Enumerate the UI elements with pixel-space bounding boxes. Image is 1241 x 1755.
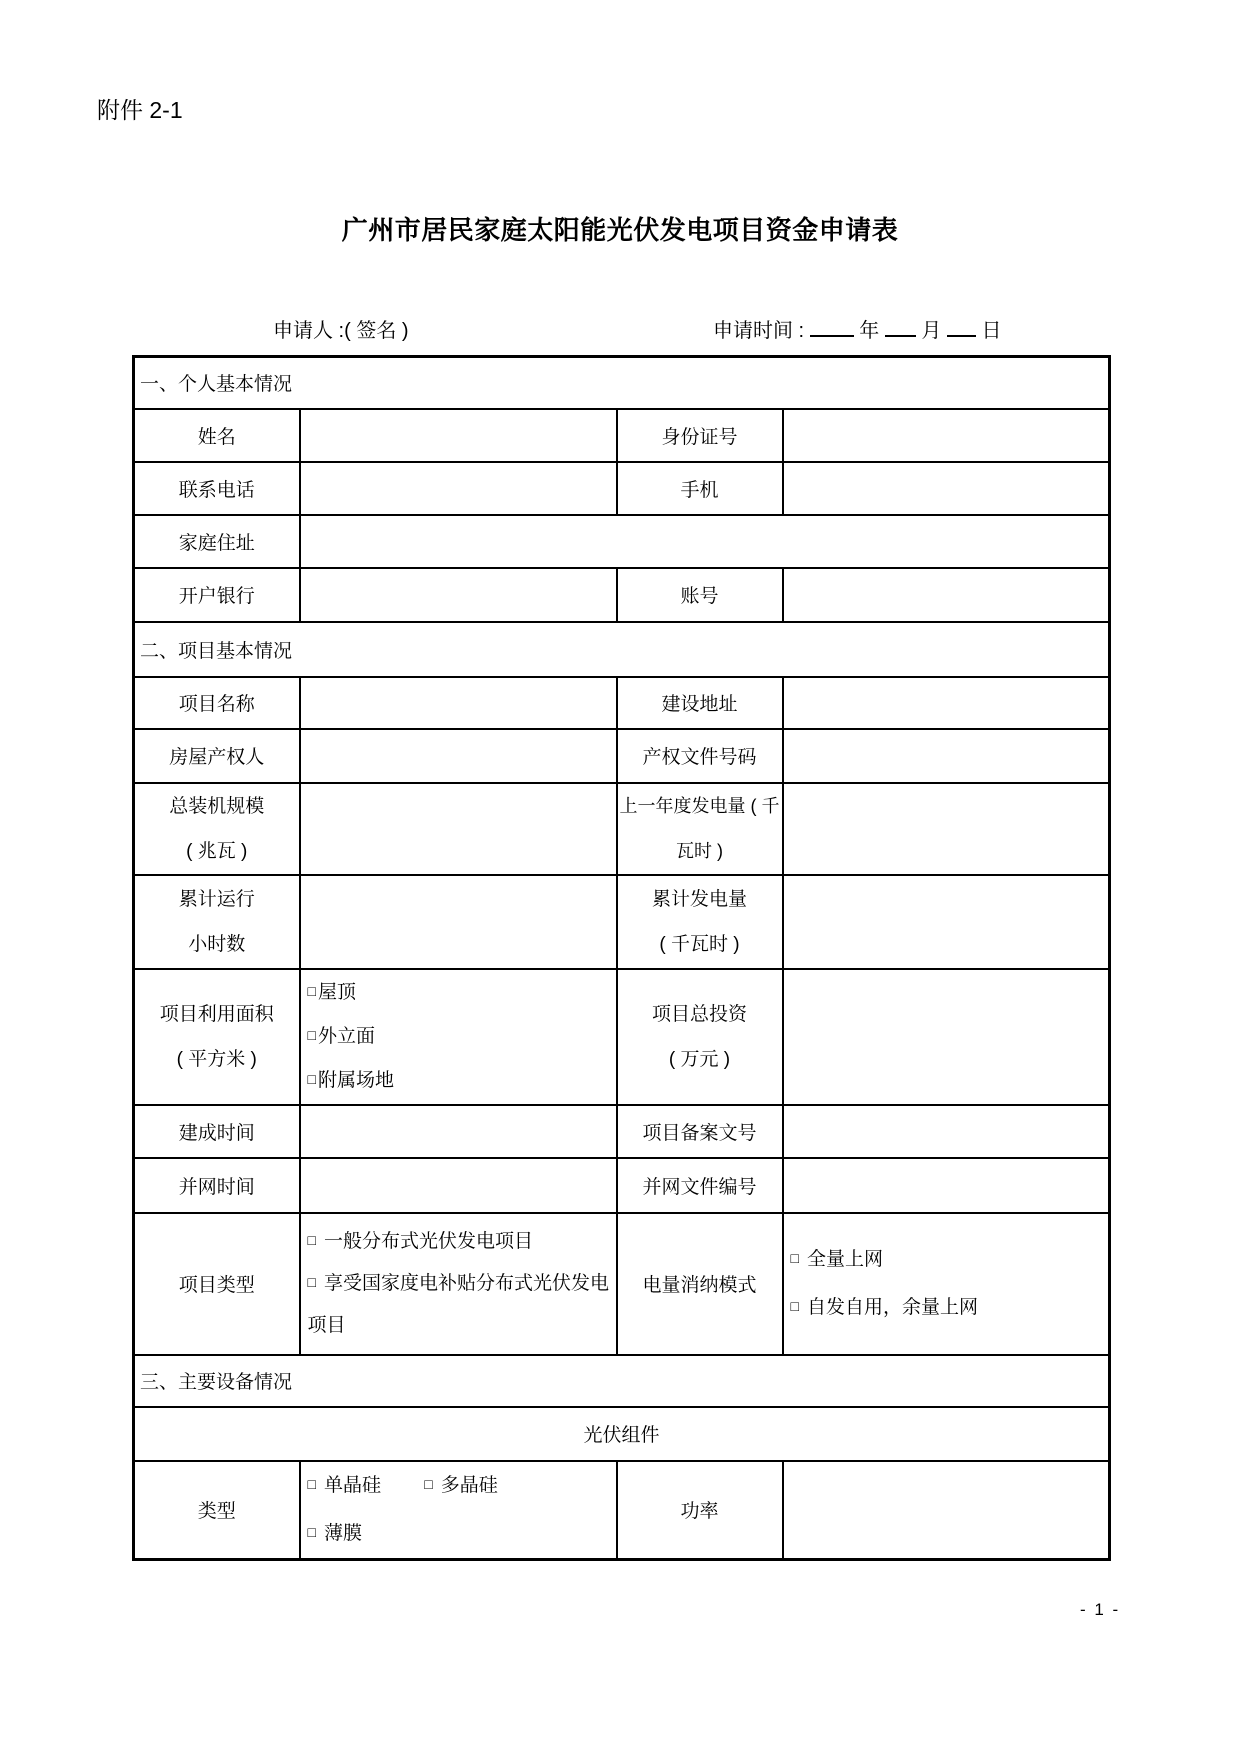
table-row xyxy=(134,462,1110,515)
month-blank-line xyxy=(885,316,916,337)
option-monocrystalline-label: 单晶硅 xyxy=(323,1474,381,1496)
account-label: 账号 xyxy=(617,568,783,622)
project-type-options-cell xyxy=(300,1213,617,1355)
module-type-options-line1 xyxy=(308,1462,616,1510)
name-label: 姓名 xyxy=(134,409,300,462)
apply-time-line xyxy=(713,314,1002,343)
option-rooftop-label: 屋顶 xyxy=(317,981,356,1003)
table-row xyxy=(134,1461,1110,1560)
day-blank-line xyxy=(947,316,976,337)
attachment-label: 附件 2-1 xyxy=(97,97,183,123)
option-thin-film xyxy=(308,1510,616,1558)
table-row xyxy=(134,875,1110,969)
bank-label: 开户银行 xyxy=(134,568,300,622)
consume-mode-options-cell xyxy=(783,1213,1110,1355)
mobile-value-cell xyxy=(783,462,1110,515)
built-time-label: 建成时间 xyxy=(134,1105,300,1158)
option-general-distributed xyxy=(308,1221,616,1263)
total-generation-value-cell xyxy=(783,875,1110,969)
option-full-grid-label: 全量上网 xyxy=(806,1248,883,1270)
deed-number-label: 产权文件号码 xyxy=(617,729,783,783)
option-self-use-surplus xyxy=(791,1284,1109,1332)
built-time-value-cell xyxy=(300,1105,617,1158)
checkbox-icon: □ xyxy=(307,1273,316,1290)
module-type-options-cell xyxy=(300,1461,617,1560)
apply-time-label: 申请时间 : xyxy=(713,320,805,342)
lastyear-generation-label-line2: 瓦时 ) xyxy=(676,840,723,861)
option-national-subsidy-label: 享受国家度电补贴分布式光伏发电项目 xyxy=(307,1272,609,1336)
project-name-value-cell xyxy=(300,677,617,729)
day-label: 日 xyxy=(981,320,1002,342)
table-row xyxy=(134,969,1110,1105)
checkbox-icon: □ xyxy=(790,1249,799,1266)
build-address-label: 建设地址 xyxy=(617,677,783,729)
year-blank-line xyxy=(810,316,854,337)
checkbox-icon: □ xyxy=(307,1026,316,1043)
run-hours-label-line2: 小时数 xyxy=(188,933,246,955)
table-row xyxy=(134,677,1110,729)
total-investment-label xyxy=(617,969,783,1105)
pv-module-header: 光伏组件 xyxy=(134,1407,1110,1461)
checkbox-icon: □ xyxy=(307,1523,316,1540)
total-investment-value-cell xyxy=(783,969,1110,1105)
section-3-header: 三、主要设备情况 xyxy=(134,1355,1110,1407)
home-address-value-cell xyxy=(300,515,1110,568)
option-auxiliary-site-label: 附属场地 xyxy=(317,1069,394,1091)
option-auxiliary-site xyxy=(308,1059,616,1103)
capacity-value-cell xyxy=(300,783,617,875)
area-options-cell xyxy=(300,969,617,1105)
record-number-label: 项目备案文号 xyxy=(617,1105,783,1158)
power-label: 功率 xyxy=(617,1461,783,1560)
house-owner-value-cell xyxy=(300,729,617,783)
application-form-table xyxy=(132,355,1111,1561)
name-value-cell xyxy=(300,409,617,462)
table-row xyxy=(134,568,1110,622)
table-row xyxy=(134,515,1110,568)
run-hours-label-line1: 累计运行 xyxy=(178,888,255,910)
table-row xyxy=(134,729,1110,783)
table-row xyxy=(134,409,1110,462)
grid-time-label: 并网时间 xyxy=(134,1158,300,1213)
checkbox-icon: □ xyxy=(307,1070,316,1087)
applicant-signature-label: 申请人 :( 签名 ) xyxy=(273,320,409,342)
run-hours-label xyxy=(134,875,300,969)
total-investment-label-line2: ( 万元 ) xyxy=(668,1048,731,1070)
account-value-cell xyxy=(783,568,1110,622)
house-owner-label: 房屋产权人 xyxy=(134,729,300,783)
run-hours-value-cell xyxy=(300,875,617,969)
phone-value-cell xyxy=(300,462,617,515)
grid-doc-number-value-cell xyxy=(783,1158,1110,1213)
option-facade xyxy=(308,1015,616,1059)
option-monocrystalline xyxy=(308,1475,381,1496)
option-full-grid xyxy=(791,1236,1109,1284)
project-type-label: 项目类型 xyxy=(134,1213,300,1355)
bank-value-cell xyxy=(300,568,617,622)
table-row xyxy=(134,783,1110,875)
lastyear-generation-label xyxy=(617,783,783,875)
table-row xyxy=(134,1213,1110,1355)
mobile-label: 手机 xyxy=(617,462,783,515)
option-general-distributed-label: 一般分布式光伏发电项目 xyxy=(323,1230,533,1252)
checkbox-icon: □ xyxy=(307,1475,316,1492)
home-address-label: 家庭住址 xyxy=(134,515,300,568)
record-number-value-cell xyxy=(783,1105,1110,1158)
checkbox-icon: □ xyxy=(790,1297,799,1314)
total-generation-label-line1: 累计发电量 xyxy=(651,888,747,910)
option-national-subsidy xyxy=(308,1263,616,1347)
option-self-use-surplus-label: 自发自用，余量上网 xyxy=(806,1296,978,1318)
option-polycrystalline xyxy=(424,1475,497,1496)
deed-number-value-cell xyxy=(783,729,1110,783)
grid-time-value-cell xyxy=(300,1158,617,1213)
form-title: 广州市居民家庭太阳能光伏发电项目资金申请表 xyxy=(341,215,899,245)
section-2-header: 二、项目基本情况 xyxy=(134,622,1110,677)
option-thin-film-label: 薄膜 xyxy=(323,1522,362,1544)
power-value-cell xyxy=(783,1461,1110,1560)
option-rooftop xyxy=(308,971,616,1015)
page-number: - 1 - xyxy=(1080,1600,1121,1619)
project-area-label-line2: ( 平方米 ) xyxy=(176,1048,257,1070)
option-facade-label: 外立面 xyxy=(317,1025,375,1047)
phone-label: 联系电话 xyxy=(134,462,300,515)
module-type-label: 类型 xyxy=(134,1461,300,1560)
checkbox-icon: □ xyxy=(307,1231,316,1248)
id-number-label: 身份证号 xyxy=(617,409,783,462)
build-address-value-cell xyxy=(783,677,1110,729)
total-generation-label xyxy=(617,875,783,969)
project-area-label xyxy=(134,969,300,1105)
section-1-header: 一、个人基本情况 xyxy=(134,357,1110,409)
capacity-label-line2: ( 兆瓦 ) xyxy=(186,840,248,862)
lastyear-generation-label-line1: 上一年度发电量 ( 千 xyxy=(619,795,780,816)
project-area-label-line1: 项目利用面积 xyxy=(159,1003,274,1025)
total-generation-label-line2: ( 千瓦时 ) xyxy=(659,933,740,955)
table-row xyxy=(134,1105,1110,1158)
lastyear-generation-value-cell xyxy=(783,783,1110,875)
month-label: 月 xyxy=(921,320,942,342)
project-name-label: 项目名称 xyxy=(134,677,300,729)
option-polycrystalline-label: 多晶硅 xyxy=(440,1474,498,1496)
id-number-value-cell xyxy=(783,409,1110,462)
year-label: 年 xyxy=(859,320,880,342)
grid-doc-number-label: 并网文件编号 xyxy=(617,1158,783,1213)
capacity-label-line1: 总装机规模 xyxy=(169,795,265,817)
consume-mode-label: 电量消纳模式 xyxy=(617,1213,783,1355)
capacity-label xyxy=(134,783,300,875)
meta-line xyxy=(132,314,1108,344)
checkbox-icon: □ xyxy=(424,1475,433,1492)
table-row xyxy=(134,1158,1110,1213)
total-investment-label-line1: 项目总投资 xyxy=(651,1003,747,1025)
checkbox-icon: □ xyxy=(307,982,316,999)
table-row xyxy=(134,1407,1110,1461)
